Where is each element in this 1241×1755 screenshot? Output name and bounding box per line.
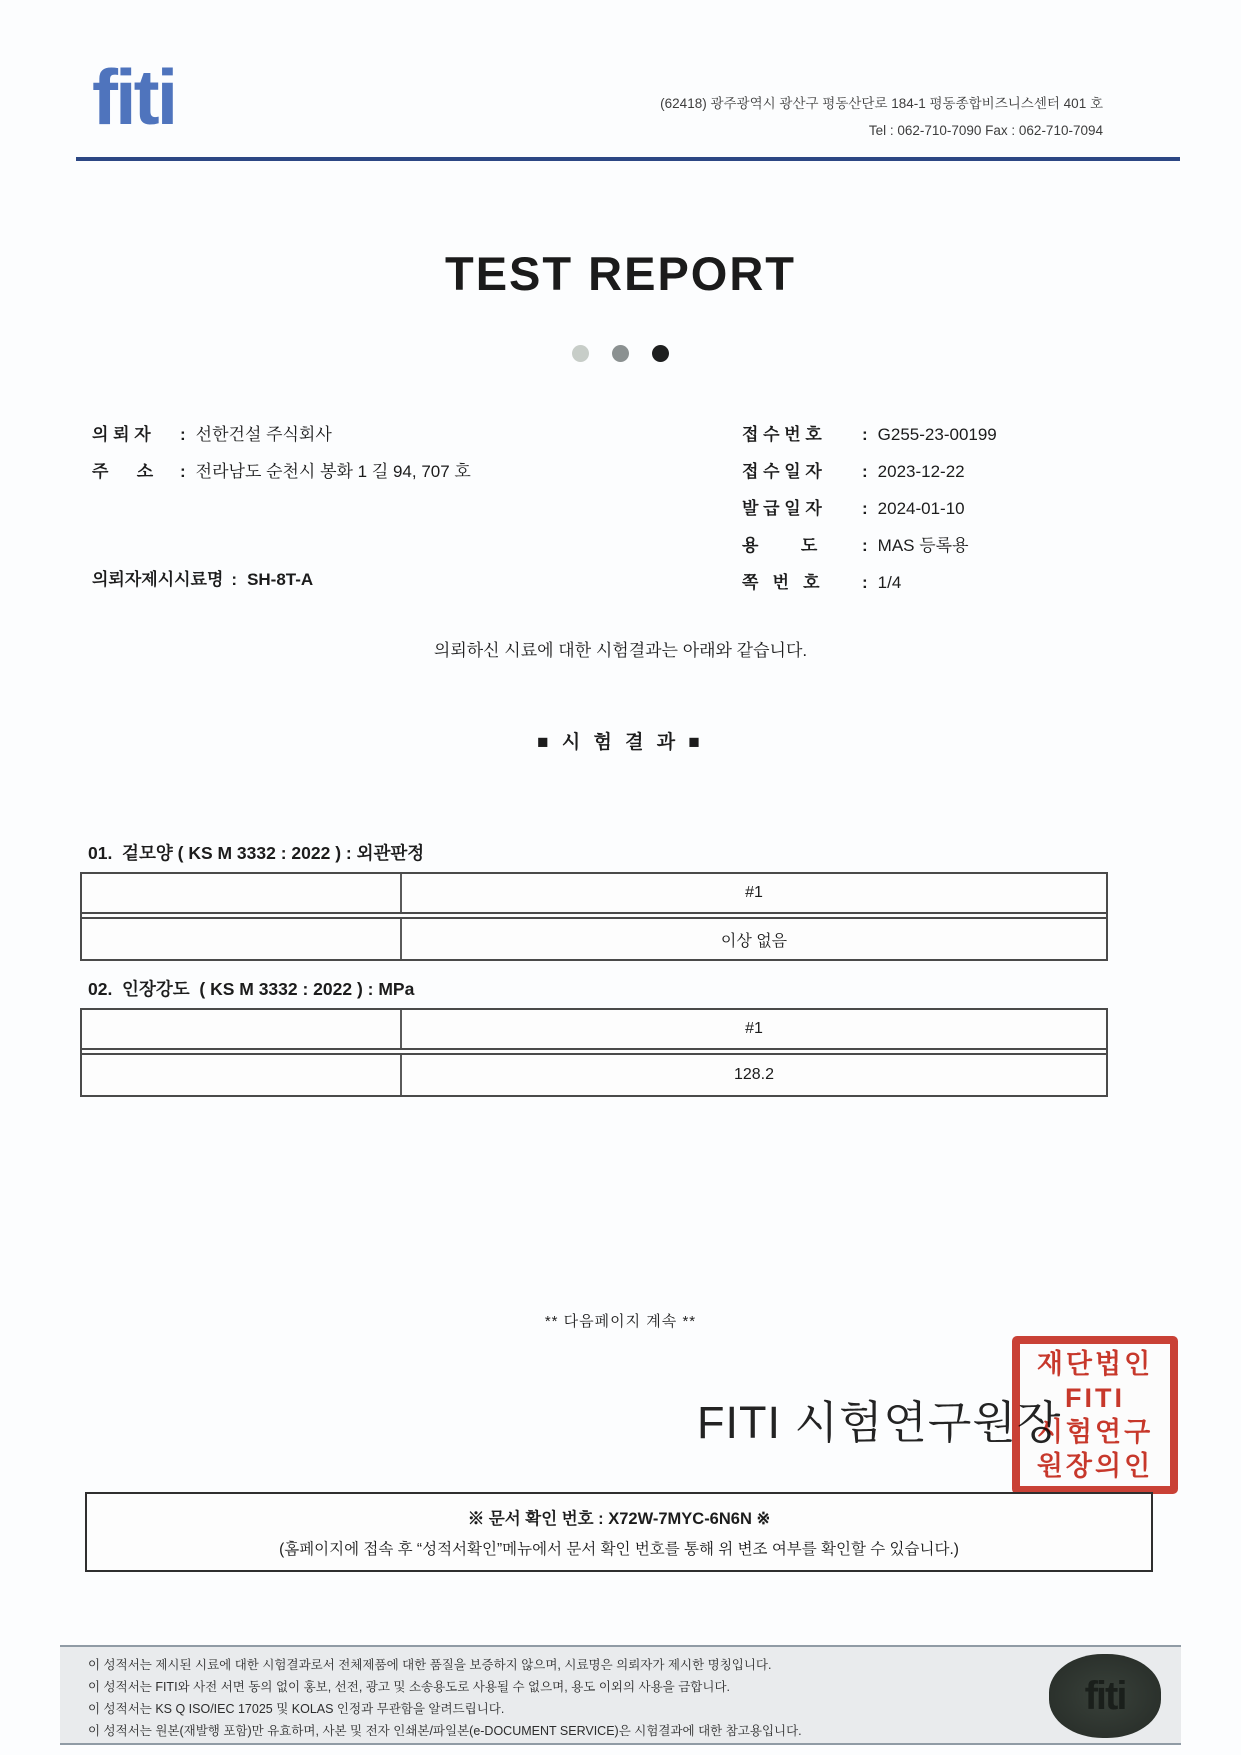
usage-value: MAS 등록용	[877, 536, 969, 555]
page-no-value: 1/4	[877, 573, 902, 592]
colon: :	[862, 425, 868, 444]
dot-black-icon	[652, 345, 669, 362]
colon: :	[180, 425, 186, 444]
fiti-footer-logo-text: fiti	[1084, 1673, 1126, 1718]
sample-name-value: SH-8T-A	[247, 570, 314, 589]
address-row	[92, 457, 471, 482]
column-header-cell: #1	[745, 1020, 763, 1037]
lab-address-block	[660, 90, 1103, 144]
item-cell	[82, 919, 402, 959]
result-value-cell: 이상 없음	[720, 932, 788, 950]
disclaimer-line: 이 성적서는 KS Q ISO/IEC 17025 및 KOLAS 인정과 무관함을 알려드립니다.	[88, 1702, 505, 1716]
table-divider	[82, 1048, 1106, 1055]
item-cell	[82, 874, 402, 912]
colon: :	[862, 573, 868, 592]
issue-date-row	[742, 494, 965, 519]
client-row	[92, 420, 332, 445]
seal-row: FITI	[1065, 1383, 1125, 1413]
continuation-note: ** 다음페이지 계속 **	[544, 1313, 697, 1330]
result-1-heading: 01. 겉모양 ( KS M 3332 : 2022 ) : 외관판정	[88, 843, 425, 863]
seal-row: 재단법인	[1036, 1349, 1154, 1379]
sample-name-row	[92, 565, 313, 590]
dot-gray-icon	[612, 345, 629, 362]
result-value-cell: 128.2	[733, 1066, 775, 1083]
title-dots	[0, 345, 1241, 362]
table-header-row	[82, 874, 1106, 912]
result-2-heading: 02. 인장강도 ( KS M 3332 : 2022 ) : MPa	[88, 979, 415, 999]
page-no-label: 쪽 번 호	[742, 573, 820, 592]
disclaimer-line: 이 성적서는 제시된 시료에 대한 시험결과로서 전체제품에 대한 품질을 보증하지 않으며, 시료명은 의뢰자가 제시한 명칭입니다.	[88, 1658, 772, 1672]
page-no-row	[742, 568, 901, 593]
receipt-no-value: G255-23-00199	[877, 425, 997, 444]
client-label: 의 뢰 자	[92, 425, 151, 444]
section-title: ■ 시 험 결 과 ■	[537, 732, 704, 753]
result-1-table	[80, 872, 1108, 961]
client-value: 선한건설 주식회사	[195, 425, 332, 444]
receipt-date-value: 2023-12-22	[877, 462, 965, 481]
colon: :	[180, 462, 186, 481]
disclaimer-lines	[88, 1654, 802, 1742]
header-divider	[76, 157, 1180, 161]
colon: :	[231, 570, 238, 589]
table-value-row	[82, 919, 1106, 959]
disclaimer-line: 이 성적서는 FITI와 사전 서면 동의 없이 홍보, 선전, 광고 및 소송용도로 사용될 수 없으며, 용도 이외의 사용을 금합니다.	[88, 1680, 730, 1694]
sample-name-label: 의뢰자제시시료명	[92, 570, 224, 589]
intro-text: 의뢰하신 시료에 대한 시험결과는 아래와 같습니다.	[433, 641, 808, 660]
usage-label: 용 도	[742, 536, 818, 555]
address-label: 주 소	[92, 462, 154, 481]
colon: :	[862, 462, 868, 481]
table-divider	[82, 912, 1106, 919]
lab-address-line: (62418) 광주광역시 광산구 평동산단로 184-1 평동종합비즈니스센터 401 호	[660, 96, 1103, 111]
receipt-no-label: 접 수 번 호	[742, 425, 822, 444]
verification-number: ※ 문서 확인 번호 : X72W-7MYC-6N6N ※	[467, 1510, 771, 1528]
receipt-date-label: 접 수 일 자	[742, 462, 822, 481]
footer-disclaimer-bar	[60, 1645, 1181, 1745]
page-title: TEST REPORT	[444, 247, 797, 300]
result-2-table	[80, 1008, 1108, 1097]
fiti-logo: fiti	[92, 53, 176, 141]
official-seal-stamp	[1012, 1336, 1178, 1494]
lab-phone-fax-line: Tel : 062-710-7090 Fax : 062-710-7094	[868, 123, 1103, 138]
fiti-footer-seal-icon	[1049, 1654, 1161, 1738]
table-header-row	[82, 1010, 1106, 1048]
usage-row	[742, 531, 969, 556]
issue-date-value: 2024-01-10	[877, 499, 965, 518]
signature-title: FITI 시험연구원장	[697, 1397, 1062, 1448]
verification-instructions: (홈페이지에 접속 후 “성적서확인”메뉴에서 문서 확인 번호를 통해 위 변조 여부를 확인할 수 있습니다.)	[279, 1541, 959, 1558]
colon: :	[862, 499, 868, 518]
receipt-date-row	[742, 457, 965, 482]
address-value: 전라남도 순천시 봉화 1 길 94, 707 호	[195, 462, 471, 481]
column-header-cell: #1	[745, 884, 763, 901]
colon: :	[862, 536, 868, 555]
seal-row: 원장의인	[1036, 1451, 1154, 1481]
dot-light-icon	[572, 345, 589, 362]
table-value-row	[82, 1055, 1106, 1095]
item-cell	[82, 1010, 402, 1048]
item-cell	[82, 1055, 402, 1095]
receipt-no-row	[742, 420, 997, 445]
disclaimer-line: 이 성적서는 원본(재발행 포함)만 유효하며, 사본 및 전자 인쇄본/파일본(e-DOCUMENT SERVICE)은 시험결과에 대한 참고용입니다.	[88, 1724, 802, 1738]
document-verification-box	[85, 1492, 1153, 1572]
issue-date-label: 발 급 일 자	[742, 499, 822, 518]
seal-row: 시험연구	[1036, 1417, 1154, 1447]
